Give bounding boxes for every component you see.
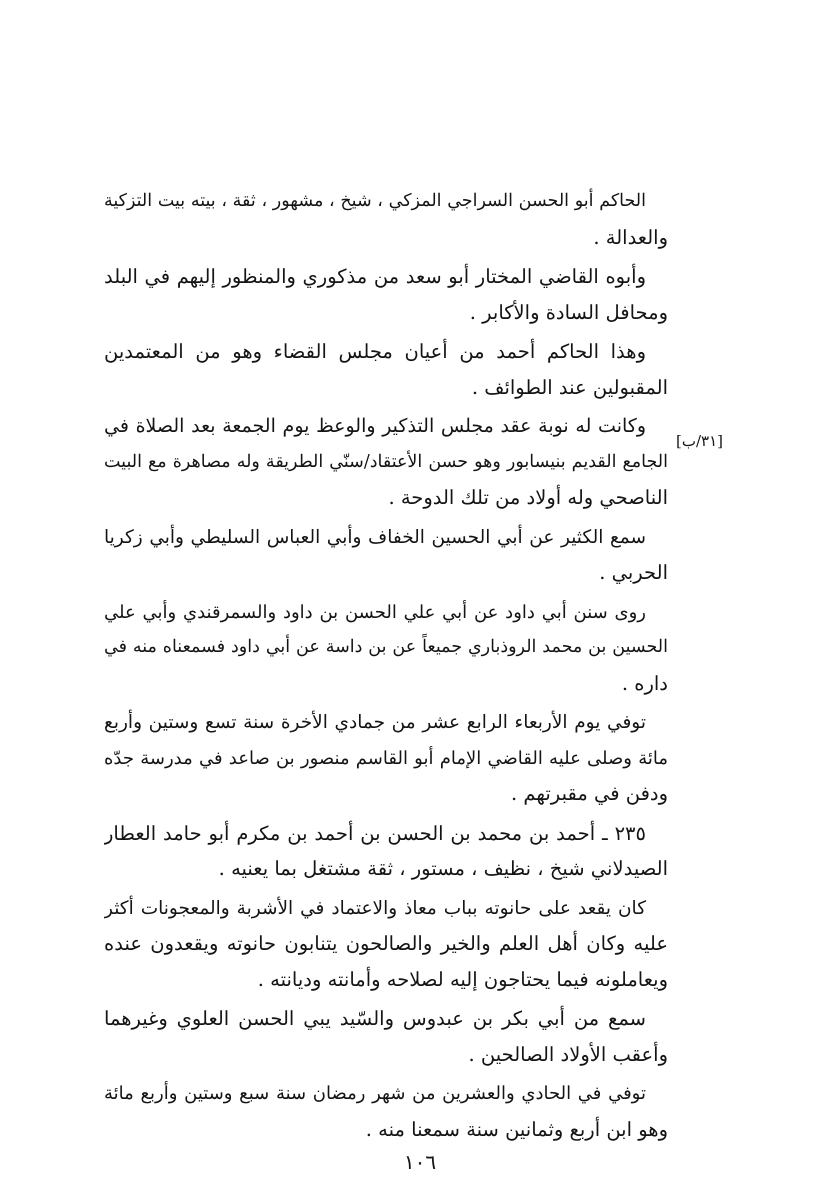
text-line: ومحافل السادة والأكابر .	[469, 300, 668, 324]
text-line: ٢٣٥ ـ أحمد بن محمد بن الحسن بن أحمد بن مكرم أبو حامد العطار	[104, 821, 646, 845]
page-number: ١٠٦	[403, 1150, 437, 1174]
text-line: المقبولين عند الطوائف .	[471, 375, 668, 399]
text-line: سمع من أبي بكر بن عبدوس والسّيد يبي الحسن العلوي وغيرهما	[104, 1007, 647, 1030]
text-line: وهذا الحاكم أحمد من أعيان مجلس القضاء وهو من المعتمدين	[104, 340, 646, 363]
paragraph	[104, 520, 668, 591]
paragraph	[104, 409, 668, 516]
paragraph	[104, 1001, 668, 1072]
entry-heading-paragraph	[104, 816, 668, 887]
text-line: مائة وصلى عليه القاضي الإمام أبو القاسم منصور بن صاعد في مدرسة جدّه	[104, 747, 668, 769]
text-line: الحربي .	[599, 561, 668, 584]
folio-marginal-note: [٣١/ب]	[676, 432, 724, 450]
text-line: روى سنن أبي داود عن أبي علي الحسن بن داود والسمرقندي وأبي علي	[104, 601, 646, 623]
text-line: الجامع القديم بنيسابور وهو حسن الأعتقاد/سنّي الطريقة وله مصاهرة مع البيت	[104, 451, 668, 472]
paragraph	[104, 1076, 668, 1147]
text-line: الحاكم أبو الحسن السراجي المزكي ، شيخ ، مشهور ، ثقة ، بيته بيت التزكية	[104, 191, 646, 211]
text-line: توفي يوم الأربعاء الرابع عشر من جمادي الأخرة سنة تسع وستين وأربع	[104, 712, 646, 733]
text-line: ودفن في مقبرتهم .	[511, 782, 668, 805]
text-line: عليه وكان أهل العلم والخير والصالحون يتنابون حانوته ويقعدون عنده	[104, 932, 668, 955]
text-line: كان يقعد على حانوته بباب معاذ والاعتماد في الأشربة والمعجونات أكثر	[104, 897, 646, 919]
text-line: سمع الكثير عن أبي الحسين الخفاف وأبي العباس السليطي وأبي زكريا	[104, 526, 646, 548]
text-line: الصيدلاني شيخ ، نظيف ، مستور ، ثقة مشتغل بما يعنيه .	[218, 857, 668, 880]
paragraph	[104, 595, 668, 702]
paragraph	[104, 891, 668, 998]
paragraph	[104, 705, 668, 812]
text-line: ويعاملونه فيما يحتاجون إليه لصلاحه وأمانته وديانته .	[257, 967, 668, 991]
text-line: وأعقب الأولاد الصالحين .	[468, 1042, 668, 1066]
paragraph	[104, 334, 668, 405]
paragraph	[104, 259, 668, 330]
text-line: داره .	[621, 671, 668, 695]
text-line: والعدالة .	[593, 225, 668, 249]
text-line: الناصحي وله أولاد من تلك الدوحة .	[388, 486, 668, 509]
text-line: توفي في الحادي والعشرين من شهر رمضان سنة سبع وستين وأربع مائة	[104, 1083, 646, 1104]
text-line: وأبوه القاضي المختار أبو سعد من مذكوري والمنظور إليهم في البلد	[104, 265, 646, 288]
body-text	[104, 184, 668, 1151]
paragraph	[104, 184, 668, 255]
text-line: وكانت له نوبة عقد مجلس التذكير والوعظ يوم الجمعة بعد الصلاة في	[104, 415, 646, 437]
text-line: الحسين بن محمد الروذباري جميعاً عن بن داسة عن أبي داود فسمعناه منه في	[104, 637, 668, 657]
text-line: وهو ابن أربع وثمانين سنة سمعنا منه .	[365, 1117, 668, 1141]
